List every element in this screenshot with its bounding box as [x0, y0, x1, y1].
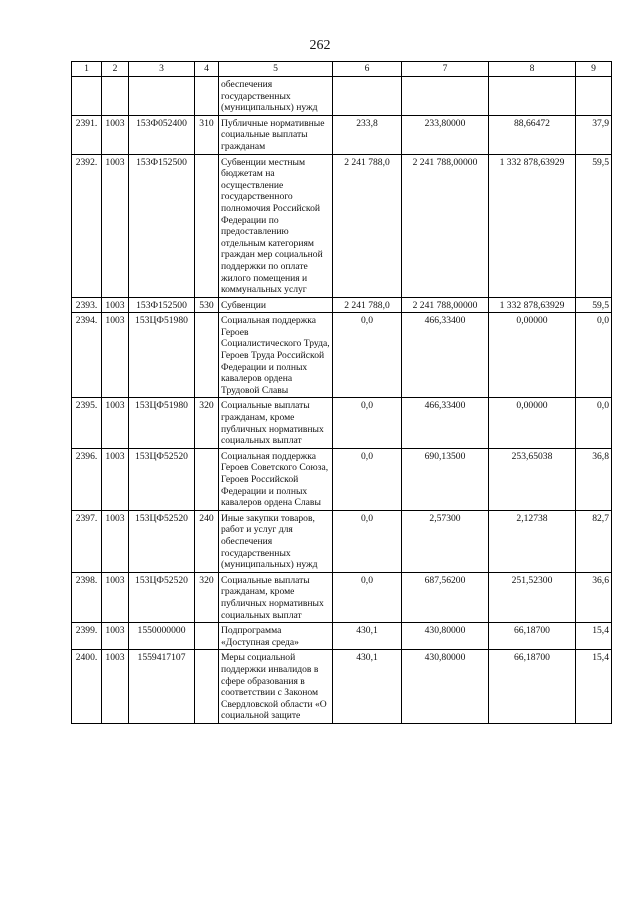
item-name-cell: Подпрограмма «Доступная среда» [219, 623, 333, 650]
approved-amount-cell: 0,0 [333, 510, 402, 572]
executed-amount-cell: 1 332 878,63929 [489, 297, 576, 313]
approved-amount-cell: 2 241 788,0 [333, 297, 402, 313]
executed-amount-cell: 1 332 878,63929 [489, 154, 576, 297]
executed-amount-cell [489, 77, 576, 116]
table-row [72, 650, 612, 724]
execution-percent-cell: 59,5 [576, 297, 612, 313]
execution-percent-cell: 59,5 [576, 154, 612, 297]
executed-amount-cell: 0,00000 [489, 313, 576, 398]
section-code-cell: 1003 [102, 398, 129, 448]
revised-amount-cell: 430,80000 [402, 650, 489, 724]
approved-amount-cell [333, 77, 402, 116]
approved-amount-cell: 0,0 [333, 398, 402, 448]
header-cell: 7 [402, 62, 489, 77]
header-cell: 8 [489, 62, 576, 77]
revised-amount-cell: 466,33400 [402, 398, 489, 448]
target-article-code-cell: 1550000000 [129, 623, 195, 650]
expense-type-code-cell: 240 [195, 510, 219, 572]
executed-amount-cell: 2,12738 [489, 510, 576, 572]
revised-amount-cell: 466,33400 [402, 313, 489, 398]
row-number-cell [72, 77, 102, 116]
row-number-cell: 2398. [72, 572, 102, 622]
page-number: 262 [309, 38, 331, 53]
table-row [72, 77, 612, 116]
expense-type-code-cell: 320 [195, 572, 219, 622]
table-row [72, 448, 612, 510]
revised-amount-cell: 233,80000 [402, 115, 489, 154]
revised-amount-cell [402, 77, 489, 116]
execution-percent-cell: 36,6 [576, 572, 612, 622]
table-row [72, 297, 612, 313]
header-cell: 9 [576, 62, 612, 77]
target-article-code-cell: 153Ф052400 [129, 115, 195, 154]
approved-amount-cell: 2 241 788,0 [333, 154, 402, 297]
approved-amount-cell: 0,0 [333, 313, 402, 398]
executed-amount-cell: 88,66472 [489, 115, 576, 154]
expense-type-code-cell: 530 [195, 297, 219, 313]
item-name-cell: Публичные нормативные социальные выплаты гражданам [219, 115, 333, 154]
executed-amount-cell: 251,52300 [489, 572, 576, 622]
section-code-cell: 1003 [102, 510, 129, 572]
item-name-cell: Социальная поддержка Героев Советского Союза, Героев Российской Федерации и полных кавалеров ордена Славы [219, 448, 333, 510]
budget-table [71, 61, 612, 724]
table-row [72, 623, 612, 650]
approved-amount-cell: 430,1 [333, 623, 402, 650]
item-name-cell: Иные закупки товаров, работ и услуг для обеспечения государственных (муниципальных) нужд [219, 510, 333, 572]
section-code-cell: 1003 [102, 623, 129, 650]
expense-type-code-cell [195, 77, 219, 116]
revised-amount-cell: 430,80000 [402, 623, 489, 650]
section-code-cell: 1003 [102, 650, 129, 724]
target-article-code-cell: 153ЦФ51980 [129, 313, 195, 398]
approved-amount-cell: 233,8 [333, 115, 402, 154]
header-cell: 1 [72, 62, 102, 77]
table-row [72, 572, 612, 622]
table-row [72, 154, 612, 297]
row-number-cell: 2393. [72, 297, 102, 313]
item-name-cell: Субвенции местным бюджетам на осуществление государственного полномочия Российской Федерации по предоставлению отдельным категориям граждан мер социальной поддержки по оплате жилого помещения и коммунальных услуг [219, 154, 333, 297]
header-cell: 2 [102, 62, 129, 77]
execution-percent-cell: 0,0 [576, 398, 612, 448]
header-cell: 3 [129, 62, 195, 77]
item-name-cell: Социальная поддержка Героев Социалистического Труда, Героев Труда Российской Федерации и полных кавалеров ордена Трудовой Славы [219, 313, 333, 398]
row-number-cell: 2399. [72, 623, 102, 650]
expense-type-code-cell [195, 448, 219, 510]
revised-amount-cell: 2 241 788,00000 [402, 297, 489, 313]
section-code-cell: 1003 [102, 154, 129, 297]
item-name-cell: Социальные выплаты гражданам, кроме публичных нормативных социальных выплат [219, 398, 333, 448]
item-name-cell: Социальные выплаты гражданам, кроме публичных нормативных социальных выплат [219, 572, 333, 622]
approved-amount-cell: 430,1 [333, 650, 402, 724]
target-article-code-cell: 153Ф152500 [129, 297, 195, 313]
item-name-cell: Субвенции [219, 297, 333, 313]
revised-amount-cell: 687,56200 [402, 572, 489, 622]
execution-percent-cell: 37,9 [576, 115, 612, 154]
execution-percent-cell: 0,0 [576, 313, 612, 398]
expense-type-code-cell [195, 154, 219, 297]
row-number-cell: 2395. [72, 398, 102, 448]
execution-percent-cell: 15,4 [576, 650, 612, 724]
target-article-code-cell: 153ЦФ51980 [129, 398, 195, 448]
executed-amount-cell: 66,18700 [489, 650, 576, 724]
expense-type-code-cell [195, 650, 219, 724]
revised-amount-cell: 2 241 788,00000 [402, 154, 489, 297]
executed-amount-cell: 253,65038 [489, 448, 576, 510]
revised-amount-cell: 2,57300 [402, 510, 489, 572]
row-number-cell: 2391. [72, 115, 102, 154]
item-name-cell: обеспечения государственных (муниципальных) нужд [219, 77, 333, 116]
execution-percent-cell: 15,4 [576, 623, 612, 650]
target-article-code-cell: 153Ф152500 [129, 154, 195, 297]
expense-type-code-cell [195, 623, 219, 650]
target-article-code-cell: 1559417107 [129, 650, 195, 724]
section-code-cell: 1003 [102, 448, 129, 510]
table-row [72, 313, 612, 398]
target-article-code-cell: 153ЦФ52520 [129, 510, 195, 572]
target-article-code-cell [129, 77, 195, 116]
execution-percent-cell: 82,7 [576, 510, 612, 572]
section-code-cell [102, 77, 129, 116]
item-name-cell: Меры социальной поддержки инвалидов в сфере образования в соответствии с Законом Свердловской области «О социальной защите [219, 650, 333, 724]
approved-amount-cell: 0,0 [333, 448, 402, 510]
section-code-cell: 1003 [102, 572, 129, 622]
row-number-cell: 2400. [72, 650, 102, 724]
execution-percent-cell [576, 77, 612, 116]
target-article-code-cell: 153ЦФ52520 [129, 448, 195, 510]
expense-type-code-cell: 320 [195, 398, 219, 448]
header-cell: 5 [219, 62, 333, 77]
row-number-cell: 2397. [72, 510, 102, 572]
row-number-cell: 2394. [72, 313, 102, 398]
executed-amount-cell: 0,00000 [489, 398, 576, 448]
table-row [72, 398, 612, 448]
executed-amount-cell: 66,18700 [489, 623, 576, 650]
section-code-cell: 1003 [102, 115, 129, 154]
expense-type-code-cell [195, 313, 219, 398]
execution-percent-cell: 36,8 [576, 448, 612, 510]
table-header-row [72, 62, 612, 77]
row-number-cell: 2392. [72, 154, 102, 297]
header-cell: 4 [195, 62, 219, 77]
section-code-cell: 1003 [102, 313, 129, 398]
expense-type-code-cell: 310 [195, 115, 219, 154]
target-article-code-cell: 153ЦФ52520 [129, 572, 195, 622]
row-number-cell: 2396. [72, 448, 102, 510]
revised-amount-cell: 690,13500 [402, 448, 489, 510]
header-cell: 6 [333, 62, 402, 77]
table-row [72, 510, 612, 572]
section-code-cell: 1003 [102, 297, 129, 313]
approved-amount-cell: 0,0 [333, 572, 402, 622]
table-row [72, 115, 612, 154]
